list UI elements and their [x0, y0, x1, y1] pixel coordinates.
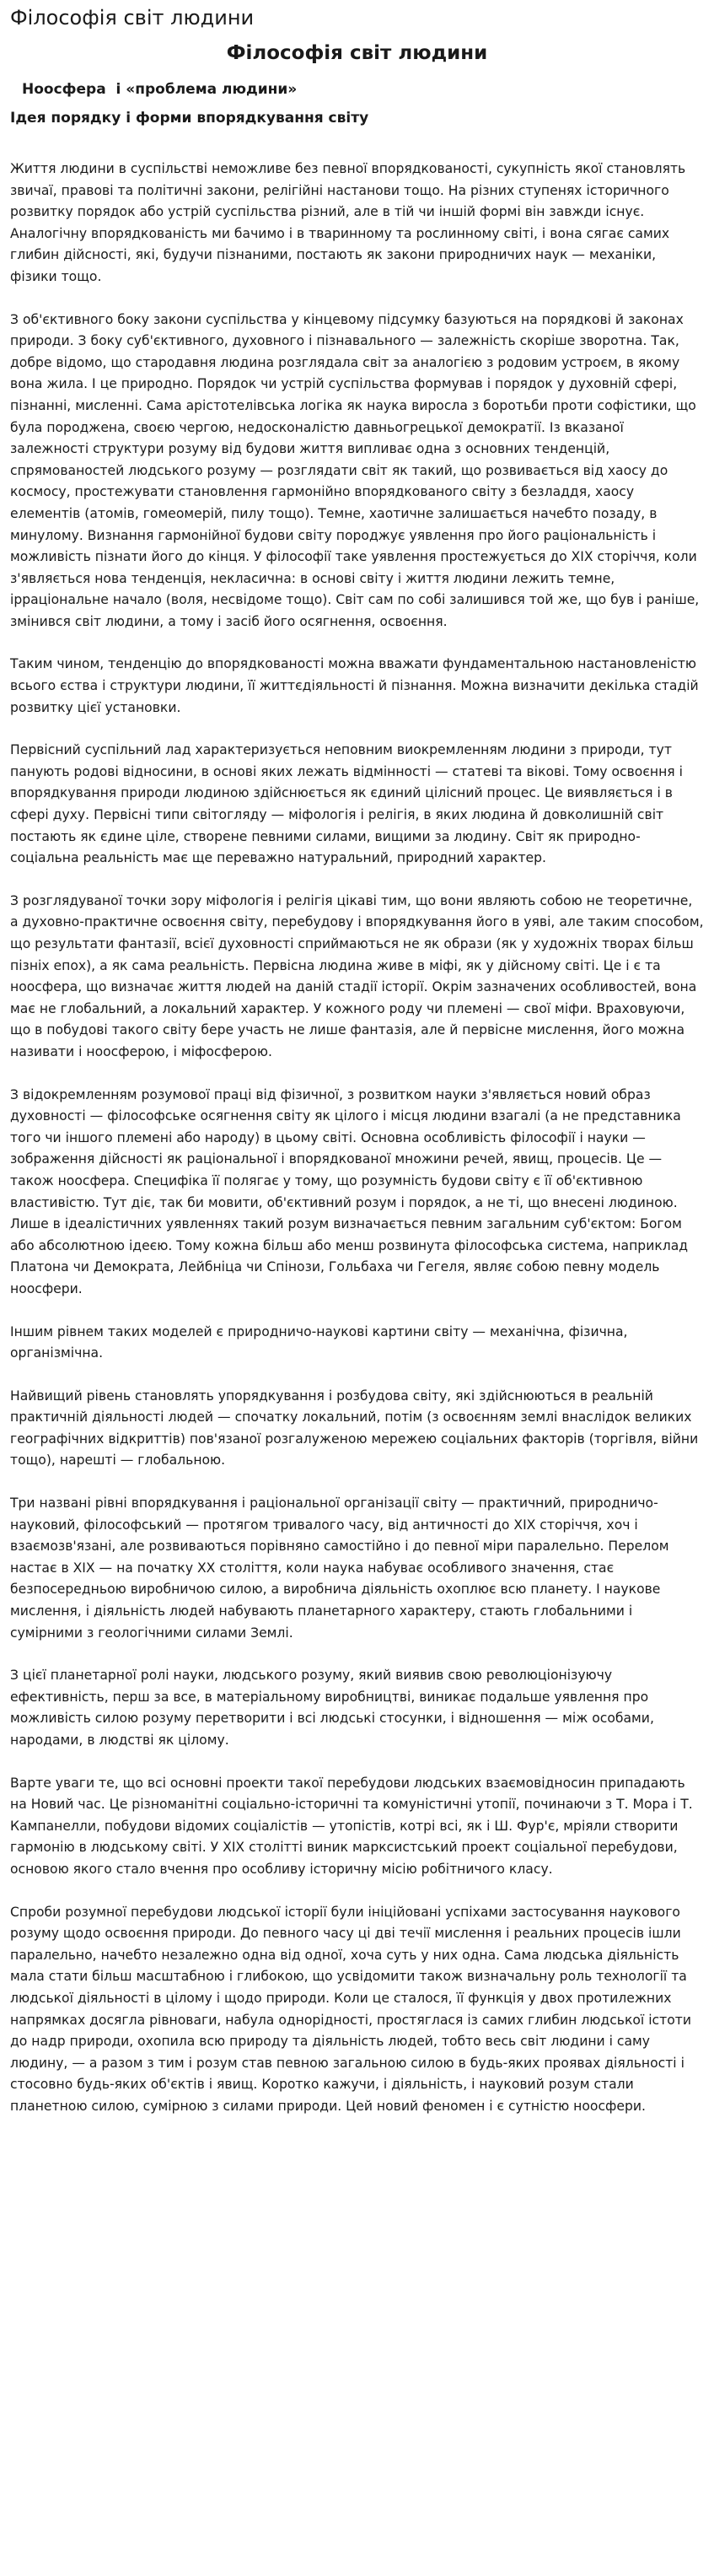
paragraph: З розглядуваної точки зору міфологія і релігія цікаві тим, що вони являють собою не теоретичне, а духовно-практичне освоєння світу, перебудову і впорядкування його в уяві, але таким способом, що результати фантазії, всієї духовності сприймаються не як образи (як у художніх творах більш пізніх епох), а як сама реальність. Первісна людина живе в міфі, як у дійсному світі. Це і є та ноосфера, що визначає життя людей на даній стадії історії. Окрім зазначених особливостей, вона має не глобальний, а локальний характер. У кожного роду чи племені — свої міфи. Враховуючи, що в побудові такого світу бере участь не лише фантазія, але й первісне мислення, його можна називати і ноосферою, і міфосферою.	[10, 892, 704, 1059]
paragraph: Таким чином, тенденцію до впорядкованості можна вважати фундаментальною настановленістю всього єства і структури людини, її життєдіяльності й пізнання. Можна визначити декілька стадій розвитку цієї установки.	[10, 656, 699, 715]
document-body	[10, 159, 704, 2118]
paragraph: Первісний суспільний лад характеризується неповним виокремленням людини з природи, тут панують родові відносини, в основі яких лежать відмінності — статеві та вікові. Тому освоєння і впорядкування природи людиною здійснюється як єдиний цілісний процес. Це виявляється і в сфері духу. Первісні типи світогляду — міфологія і релігія, в яких людина й довколишній світ постають як єдине ціле, створене певними силами, вищими за людину. Світ як природно-соціальна реальність має ще переважно натуральний, природний характер.	[10, 742, 683, 866]
paragraph: Варте уваги те, що всі основні проекти такої перебудови людських взаємовідносин припадають на Новий час. Це різноманітні соціально-історичні та комуністичні утопії, починаючи з Т. Мора і Т. Кампанелли, побудови відомих соціалістів — утопістів, котрі всі, як і Ш. Фур'є, мріяли створити гармонію в людському світі. У XIX столітті виник марксистський проект соціальної перебудови, основою якого стало вчення про особливу історичну місію робітничого класу.	[10, 1775, 693, 1877]
paragraph: Три названі рівні впорядкування і раціональної організації світу — практичний, природничо-науковий, філософський — протягом тривалого часу, від античності до XIX сторіччя, хоч і взаємозв'язані, але розвиваються порівняно самостійно і до певної міри паралельно. Перелом настає в XIX — на початку XX століття, коли наука набуває особливого значення, стає безпосередньою виробничою силою, а виробнича діяльність охоплює всю планету. І наукове мислення, і діяльність людей набувають планетарного характеру, стають глобальними і сумірними з геологічними силами Землі.	[10, 1495, 669, 1641]
document-title: Філософія світ людини	[226, 42, 488, 64]
section-heading: Ідея порядку і форми впорядкування світу	[10, 110, 369, 127]
paragraph: Найвищий рівень становлять упорядкування і розбудова світу, які здійснюються в реальній практичній діяльності людей — спочатку локальний, потім (з освоєнням землі внаслідок великих географічних відкриттів) пов'язаної розгалуженою мережею соціальних факторів (торгівля, війни тощо), нарешті — глобальною.	[10, 1388, 699, 1469]
paragraph: З цієї планетарної ролі науки, людського розуму, який виявив свою революціонізуючу ефективність, перш за все, в матеріальному виробництві, виникає подальше уявлення про можливість силою розуму перетворити і всі людські стосунки, і відношення — між особами, народами, в людстві як цілому.	[10, 1668, 654, 1748]
paragraph: З об'єктивного боку закони суспільства у кінцевому підсумку базуються на порядкові й законах природи. З боку суб'єктивного, духовного і пізнавального — залежність скоріше зворотна. Так, добре відомо, що стародавня людина розглядала світ за аналогією з родовим устроєм, в якому вона жила. І це природно. Порядок чи устрій суспільства формував і порядок у духовній сфері, пізнанні, мисленні. Сама арістотелівська логіка як наука виросла з боротьби проти софістики, що була породжена, своєю чергою, недосконалістю давньогрецької демократії. Із вказаної залежності структури розуму від будови життя випливає одна з основних тенденцій, спрямованостей людського розуму — розглядати світ як такий, що розвивається від хаосу до космосу, простежувати становлення гармонійно впорядкованого світу з безладдя, хаосу елементів (атомів, гомеомерій, пилу тощо). Темне, хаотичне залишається начебто позаду, в минулому. Визнання гармонійної будови світу породжує уявлення про його раціональність і можливість пізнати його до кінця. У філософії таке уявлення простежується до XIX сторіччя, коли з'являється нова тенденція, некласична: в основі світу і життя людини лежить темне, ірраціональне начало (воля, несвідоме тощо). Світ сам по собі залишився той же, що був і раніше, змінився світ людини, а тому і засіб його осягнення, освоєння.	[10, 311, 700, 629]
paragraph: Життя людини в суспільстві неможливе без певної впорядкованості, сукупність якої становлять звичаї, правові та політичні закони, релігійні настанови тощо. На різних ступенях історичного розвитку порядок або устрій суспільства різний, але в тій чи іншій формі він завжди існує. Аналогічну впорядкованість ми бачимо і в тваринному та рослинному світі, і вона сягає самих глибин дійсності, які, будучи пізнаними, постають як закони природничих наук — механіки, фізики тощо.	[10, 161, 686, 284]
document-subtitle: Ноосфера і «проблема людини»	[22, 81, 298, 98]
paragraph: Спроби розумної перебудови людської історії були ініційовані успіхами застосування наукового розуму щодо освоєння природи. До певного часу ці дві течії мислення і реальних процесів ішли паралельно, начебто незалежно одна від одної, хоча суть у них одна. Сама людська діяльність мала стати більш масштабною і глибокою, що усвідомити також визначальну роль технології та людської діяльності в цілому і щодо природи. Коли це сталося, її функція у двох протилежних напрямках досягла рівноваги, набула однорідності, простяглася із самих глибин людської істоти до надр природи, охопила всю природу та діяльність людей, тобто весь світ людини і саму людину, — а разом з тим і розум став певною загальною силою в будь-яких проявах діяльності і стосовно будь-яких об'єктів і явищ. Коротко кажучи, і діяльність, і науковий розум стали планетною силою, сумірною з силами природи. Цей новий феномен і є сутністю ноосфери.	[10, 1904, 691, 2114]
paragraph: Іншим рівнем таких моделей є природничо-наукові картини світу — механічна, фізична, організмічна.	[10, 1323, 628, 1361]
paragraph: З відокремленням розумової праці від фізичної, з розвитком науки з'являється новий образ духовності — філософське осягнення світу як цілого і місця людини взагалі (а не представника того чи іншого племені або народу) в цьому світі. Основна особливість філософії і науки — зображення дійсності як раціональної і впорядкованої множини речей, явищ, процесів. Це — також ноосфера. Специфіка її полягає у тому, що розумність будови світу є її об'єктивною властивістю. Тут діє, так би мовити, об'єктивний розум і порядок, а не ті, що внесені людиною. Лише в ідеалістичних уявленнях такий розум визначається певним загальним суб'єктом: Богом або абсолютною ідеєю. Тому кожна більш або менш розвинута філософська система, наприклад Платона чи Демократа, Лейбніца чи Спінози, Гольбаха чи Гегеля, являє собою певну модель ноосфери.	[10, 1086, 689, 1296]
window-title: Філософія світ людини	[10, 6, 255, 30]
